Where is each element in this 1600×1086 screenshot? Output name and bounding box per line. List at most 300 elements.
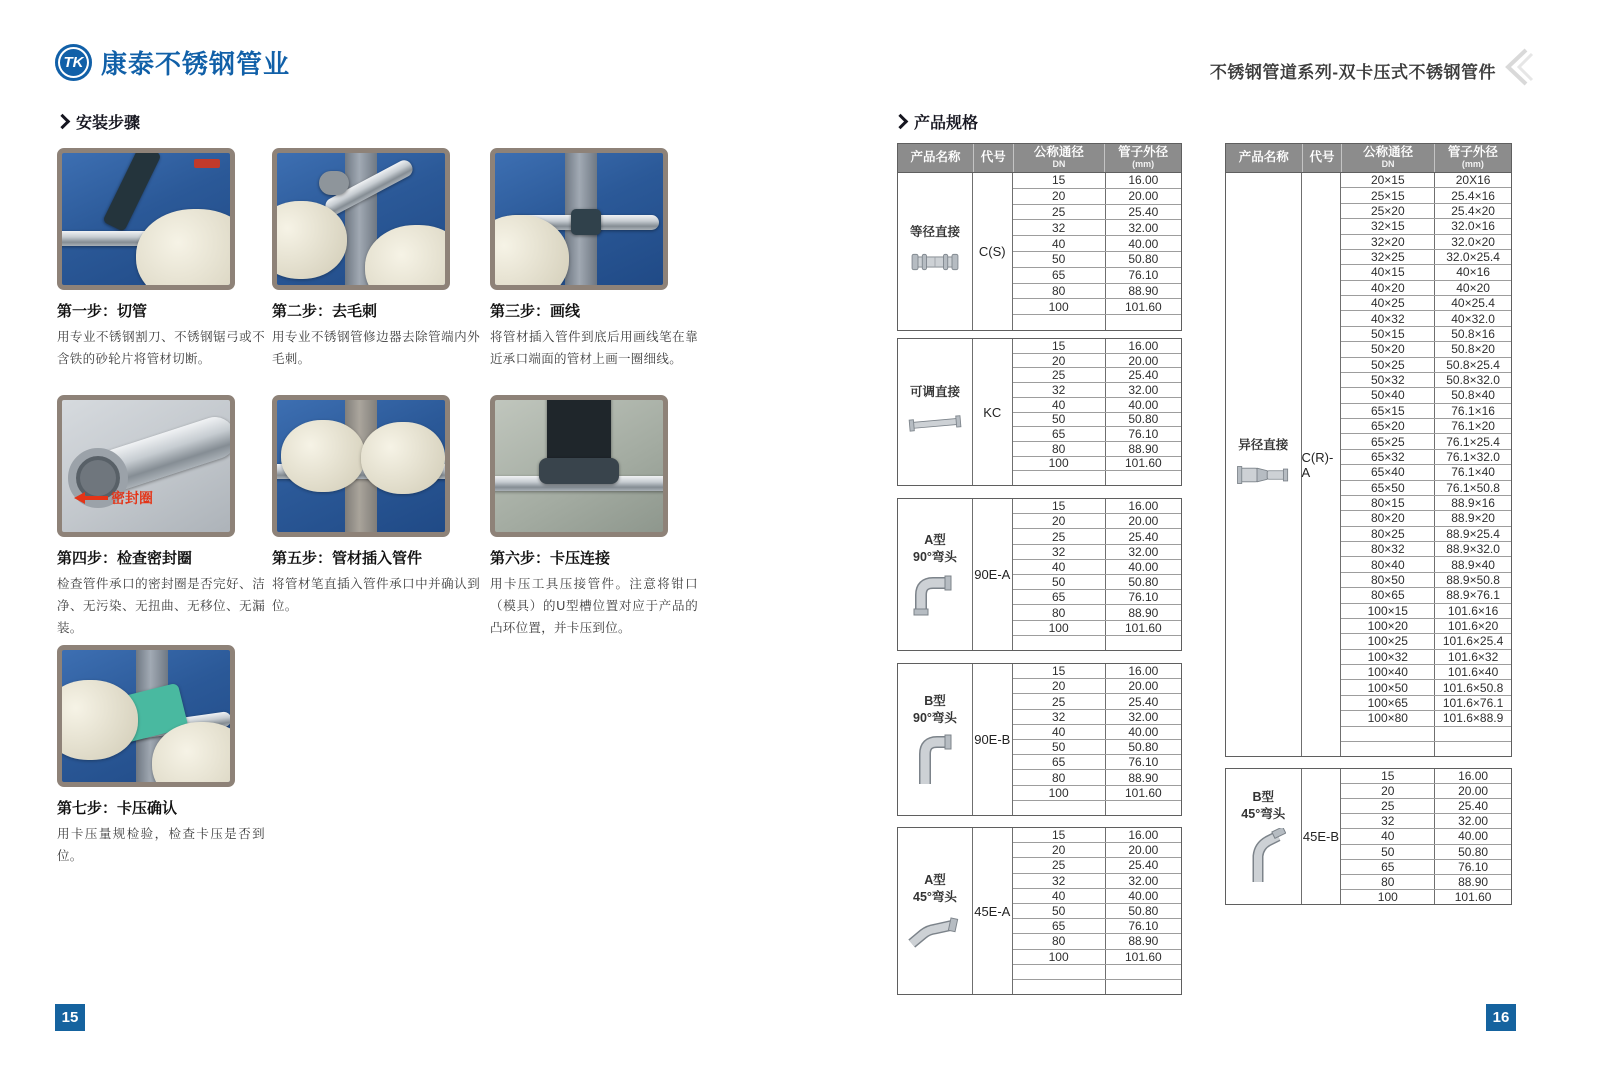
od-value: 88.9×25.4 [1434,527,1511,541]
od-value: 101.60 [1105,457,1181,471]
od-value: 25.4×20 [1434,204,1511,218]
spec-row [1341,418,1511,433]
od-value: 88.9×20 [1434,511,1511,525]
spec-row [1341,449,1511,464]
od-value [1105,636,1181,650]
od-value: 50.8×16 [1434,327,1511,341]
step-description: 将管材插入管件到底后用画线笔在靠近承口端面的管材上画一圈细线。 [490,330,698,366]
pipe-cutter-shape [102,148,161,232]
size-rows [1013,173,1181,330]
spec-row [1341,526,1511,541]
dn-value: 15 [1051,499,1066,514]
spec-row [1341,649,1511,664]
od-value: 76.10 [1105,590,1181,604]
install-step [57,395,265,640]
fitting-shape [571,209,601,235]
col-code-label: 代号 [980,150,1006,165]
col-od-unit: (mm) [1461,158,1484,169]
spec-row [1341,541,1511,556]
size-rows [1013,339,1181,485]
dn-value [1013,980,1105,994]
od-value: 32.0×16 [1434,219,1511,233]
spec-row [1341,556,1511,571]
page-number-left: 15 [55,1004,85,1031]
page-number-right: 16 [1486,1004,1516,1031]
od-value: 76.10 [1105,755,1181,769]
spec-row [1013,397,1181,412]
od-value: 40.00 [1105,560,1181,574]
od-value: 32.00 [1105,874,1181,888]
od-value: 16.00 [1434,769,1511,783]
product-cell [1226,173,1302,756]
dn-value: 50×25 [1370,357,1405,372]
spec-row [1341,741,1511,756]
product-name: A型 45°弯头 [913,872,957,904]
dn-value: 32 [1051,220,1066,235]
spec-row [1013,219,1181,235]
od-value: 88.90 [1105,284,1181,299]
dn-value: 32 [1051,709,1066,724]
dn-value: 100×20 [1367,619,1408,634]
od-value: 20.00 [1105,354,1181,368]
od-value: 101.6×76.1 [1434,696,1511,710]
product-cell [898,664,973,815]
spec-row [1341,783,1511,798]
spec-row [1013,339,1181,353]
dn-value: 32 [1381,814,1395,829]
spec-row [1013,426,1181,441]
od-value: 50.80 [1105,575,1181,589]
size-rows [1341,173,1511,756]
dn-value: 50×15 [1370,326,1405,341]
spec-row [1341,218,1511,233]
dn-value: 65 [1051,427,1066,442]
dn-value: 15 [1381,769,1395,784]
spec-row [1341,234,1511,249]
spec-row [1013,933,1181,948]
dn-value: 100 [1377,889,1398,904]
dn-value: 80 [1051,283,1066,298]
dn-value: 40×20 [1370,280,1405,295]
spec-row [1013,620,1181,635]
spec-row [1341,280,1511,295]
od-value: 25.4×16 [1434,188,1511,202]
dn-value: 80×20 [1370,511,1405,526]
od-value: 40.00 [1105,725,1181,739]
step-title: 第一步：切管 [57,303,148,320]
step-title: 第二步：去毛刺 [272,303,378,320]
dn-value: 80 [1051,605,1066,620]
spec-table-elbow-45a [897,827,1182,995]
step-description: 用卡压量规检验，检查卡压是否到位。 [57,827,265,863]
od-value: 25.40 [1105,529,1181,543]
spec-row [1341,664,1511,679]
dn-value: 20×15 [1370,173,1405,188]
section-arrow-icon [893,113,909,129]
dn-value: 32 [1051,544,1066,559]
spec-row [1013,412,1181,427]
dn-value: 100 [1048,785,1069,800]
spec-row [1013,283,1181,299]
col-code-label: 代号 [1309,150,1335,165]
glove-shape [361,422,445,494]
spec-row [1013,949,1181,964]
step-photo-insert-pipe [272,395,450,537]
dn-value: 40 [1051,559,1066,574]
spec-row [1013,709,1181,724]
dn-value: 25 [1381,799,1395,814]
od-value: 40.00 [1105,889,1181,903]
od-value: 76.1×32.0 [1434,450,1511,464]
od-value: 25.40 [1105,205,1181,220]
od-value: 101.6×40 [1434,665,1511,679]
od-value [1105,471,1181,485]
brand-monogram-icon: TK [55,44,92,81]
od-value: 16.00 [1105,339,1181,353]
dn-value: 80 [1051,441,1066,456]
dn-value: 80 [1051,934,1066,949]
od-value: 50.80 [1434,845,1511,859]
product-cell [1226,769,1302,904]
od-value: 76.10 [1434,860,1511,874]
spec-row [1013,828,1181,842]
od-value: 76.1×20 [1434,419,1511,433]
od-value: 88.9×32.0 [1434,542,1511,556]
step-photo-cut-pipe [57,148,235,290]
dn-value: 65×15 [1370,403,1405,418]
col-od-label: 管子外径 [1118,145,1169,160]
dn-value: 65×32 [1370,449,1405,464]
dn-value: 40×25 [1370,296,1405,311]
od-value: 101.6×88.9 [1434,711,1511,725]
od-value: 88.9×16 [1434,496,1511,510]
specs-section-title [895,110,978,133]
step-photo-verify-press [57,645,235,787]
dn-value: 32 [1051,382,1066,397]
od-value: 40×25.4 [1434,296,1511,310]
step-description: 用卡压工具压接管件。注意将钳口（模具）的U型槽位置对应于产品的凸环位置，并卡压到位。 [490,577,698,635]
dn-value: 100×25 [1367,634,1408,649]
dn-value: 25×20 [1370,203,1405,218]
dn-value: 100 [1048,299,1069,314]
spec-row [1013,251,1181,267]
dn-value: 32×20 [1370,234,1405,249]
spec-row [1341,480,1511,495]
install-section-title [57,110,140,133]
dn-value: 50 [1051,252,1066,267]
elbow-45a-icon [904,910,966,950]
od-value: 50.8×40 [1434,388,1511,402]
dn-value: 65×50 [1370,480,1405,495]
install-step [272,395,480,618]
dn-value: 32×25 [1370,250,1405,265]
dn-value: 20 [1051,189,1066,204]
od-value: 40.00 [1105,236,1181,251]
spec-row [1341,828,1511,843]
size-rows [1013,828,1181,994]
dn-value: 80×15 [1370,496,1405,511]
size-rows [1013,499,1181,650]
od-value: 40.00 [1434,829,1511,843]
spec-table-header-left [897,143,1182,173]
glove-shape [57,680,138,760]
spec-row [1013,574,1181,589]
product-name: B型 45°弯头 [1241,790,1286,821]
dn-value: 65 [1051,268,1066,283]
dn-value [1013,801,1105,815]
spec-table-elbow-90a [897,498,1182,651]
dn-value [1341,727,1434,741]
od-value: 40×20 [1434,281,1511,295]
dn-value: 15 [1051,173,1066,188]
spec-row [1013,903,1181,918]
spec-row [1013,888,1181,903]
dn-value: 100×15 [1367,603,1408,618]
spec-row [1013,173,1181,188]
spec-table-reducing-coupling [1225,172,1512,757]
spec-row [1341,710,1511,725]
dn-value: 100×40 [1367,665,1408,680]
spec-row [1013,857,1181,872]
od-value: 32.00 [1434,814,1511,828]
dn-value: 40 [1051,888,1066,903]
spec-row [1341,495,1511,510]
product-cell [898,339,973,485]
spec-row [1341,603,1511,618]
od-value: 32.0×20 [1434,235,1511,249]
od-value: 50.8×25.4 [1434,358,1511,372]
spec-row [1013,754,1181,769]
spec-row [1013,589,1181,604]
od-value: 101.60 [1105,950,1181,964]
size-rows [1341,769,1511,904]
spec-row [1341,874,1511,889]
spec-row [1013,918,1181,933]
dn-value: 100 [1048,620,1069,635]
step-photo-press-connect [490,395,668,537]
col-dn-unit: DN [1381,158,1395,169]
dn-value: 40 [1381,829,1395,844]
glove-shape [272,201,347,279]
install-step [490,395,698,640]
dn-value [1013,636,1105,650]
spec-row [1013,559,1181,574]
dn-value: 100×65 [1367,695,1408,710]
spec-row [1013,298,1181,314]
dn-value: 50 [1051,904,1066,919]
step-title: 第三步：画线 [490,303,581,320]
deburrer-shape [319,171,349,195]
spec-row [1013,353,1181,368]
spec-row [1341,387,1511,402]
straight-coupling-icon [904,245,966,279]
dn-value: 80 [1381,874,1395,889]
dn-value: 40 [1051,724,1066,739]
spec-row [1341,187,1511,202]
dn-value: 50 [1051,740,1066,755]
product-cell [898,828,973,994]
spec-table-equal-coupling [897,172,1182,331]
step-description: 检查管件承口的密封圈是否完好、洁净、无污染、无扭曲、无移位、无漏装。 [57,577,265,635]
spec-row [1341,769,1511,783]
product-name: 等径直接 [909,224,960,239]
glove-shape [281,420,365,492]
product-cell [898,173,973,330]
od-value: 101.6×20 [1434,619,1511,633]
dn-value: 80×32 [1370,542,1405,557]
spec-row [1341,618,1511,633]
dn-value: 65 [1051,590,1066,605]
spec-row [1341,679,1511,694]
od-value [1105,315,1181,330]
od-value: 32.00 [1105,710,1181,724]
spec-row [1013,513,1181,528]
od-value: 50.80 [1105,904,1181,918]
od-value [1434,727,1511,741]
product-name: 可调直接 [909,385,960,400]
od-value: 88.90 [1105,770,1181,784]
step-photo-check-seal [57,395,235,537]
dn-value: 50×20 [1370,342,1405,357]
spec-row [1013,873,1181,888]
od-value: 20.00 [1434,784,1511,798]
spec-table-elbow-45b [1225,768,1512,905]
col-dn-label: 公称通径 [1033,145,1084,160]
spec-row [1013,964,1181,979]
col-od-label: 管子外径 [1447,145,1498,160]
spec-row [1013,367,1181,382]
red-mark-shape [194,159,220,168]
product-code: C(R)-A [1302,173,1342,756]
od-value: 50.80 [1105,252,1181,267]
spec-row [1013,785,1181,800]
od-value [1434,742,1511,756]
product-code: 45E-A [973,828,1013,994]
dn-value: 65×20 [1370,419,1405,434]
dn-value [1341,742,1434,756]
od-value: 25.40 [1434,799,1511,813]
dn-value: 65×40 [1370,465,1405,480]
dn-value: 80×40 [1370,557,1405,572]
spec-row [1013,635,1181,650]
od-value: 88.9×40 [1434,557,1511,571]
spec-row [1013,664,1181,678]
dn-value: 65 [1051,755,1066,770]
elbow-45b-icon [1240,828,1286,884]
col-dn-unit: DN [1052,158,1066,169]
od-value: 25.40 [1105,368,1181,382]
spec-row [1341,372,1511,387]
spec-row [1341,403,1511,418]
spec-row [1013,188,1181,204]
od-value: 40×16 [1434,265,1511,279]
spec-row [1013,235,1181,251]
spec-row [1341,433,1511,448]
spec-row [1013,544,1181,559]
od-value: 50.8×20 [1434,342,1511,356]
spec-table-header-right [1225,143,1512,173]
spec-row [1013,314,1181,330]
col-od-unit: (mm) [1132,158,1155,169]
dn-value [1013,315,1105,330]
spec-row [1341,587,1511,602]
od-value: 32.00 [1105,220,1181,235]
od-value: 101.6×50.8 [1434,680,1511,694]
spec-row [1341,295,1511,310]
od-value: 101.6×32 [1434,650,1511,664]
section-title-text: 安装步骤 [76,115,141,132]
step-description: 将管材笔直插入管件承口中并确认到位。 [272,577,480,613]
od-value: 101.6×25.4 [1434,634,1511,648]
install-step [490,148,698,371]
dn-value: 15 [1051,828,1066,843]
od-value: 50.80 [1105,740,1181,754]
spec-row [1013,693,1181,708]
spec-row [1341,464,1511,479]
od-value: 76.10 [1105,268,1181,283]
install-step [57,645,265,868]
spec-row [1013,528,1181,543]
dn-value: 15 [1051,338,1066,353]
dn-value: 50 [1381,844,1395,859]
od-value: 16.00 [1105,828,1181,842]
dn-value: 25×15 [1370,188,1405,203]
col-product-label: 产品名称 [1238,150,1289,165]
od-value: 76.10 [1105,427,1181,441]
spec-row [1341,889,1511,904]
spec-row [1013,204,1181,220]
od-value [1105,801,1181,815]
od-value: 20.00 [1105,679,1181,693]
step-description: 用专业不锈钢管修边器去除管端内外毛刺。 [272,330,480,366]
step-title: 第七步：卡压确认 [57,800,178,817]
dn-value: 80×50 [1370,572,1405,587]
brand-name: 康泰不锈钢管业 [101,49,291,79]
elbow-90b-icon [909,732,961,786]
product-code: 45E-B [1302,769,1342,904]
spec-row [1013,441,1181,456]
spec-table-elbow-90b [897,663,1182,816]
corner-chevron-icon [1500,46,1534,93]
col-product-label: 产品名称 [910,150,961,165]
arrow-left-icon [74,492,108,504]
od-value: 88.90 [1105,934,1181,948]
section-arrow-icon [55,113,71,129]
spec-row [1013,842,1181,857]
spec-row [1013,979,1181,994]
spec-row [1341,798,1511,813]
dn-value: 100 [1048,456,1069,471]
spec-row [1013,800,1181,815]
dn-value: 40 [1051,236,1066,251]
product-cell [898,499,973,650]
spec-row [1013,456,1181,471]
od-value: 32.00 [1105,383,1181,397]
dn-value: 80 [1051,770,1066,785]
od-value: 101.60 [1105,299,1181,314]
od-value: 16.00 [1105,664,1181,678]
od-value [1105,980,1181,994]
od-value [1105,965,1181,979]
dn-value: 80×65 [1370,588,1405,603]
spec-row [1341,572,1511,587]
spec-table-slip-coupling [897,338,1182,486]
dn-value [1013,965,1105,979]
dn-value: 25 [1051,694,1066,709]
spec-row [1013,499,1181,513]
product-name: 异径直接 [1238,437,1289,452]
dn-value: 25 [1051,858,1066,873]
